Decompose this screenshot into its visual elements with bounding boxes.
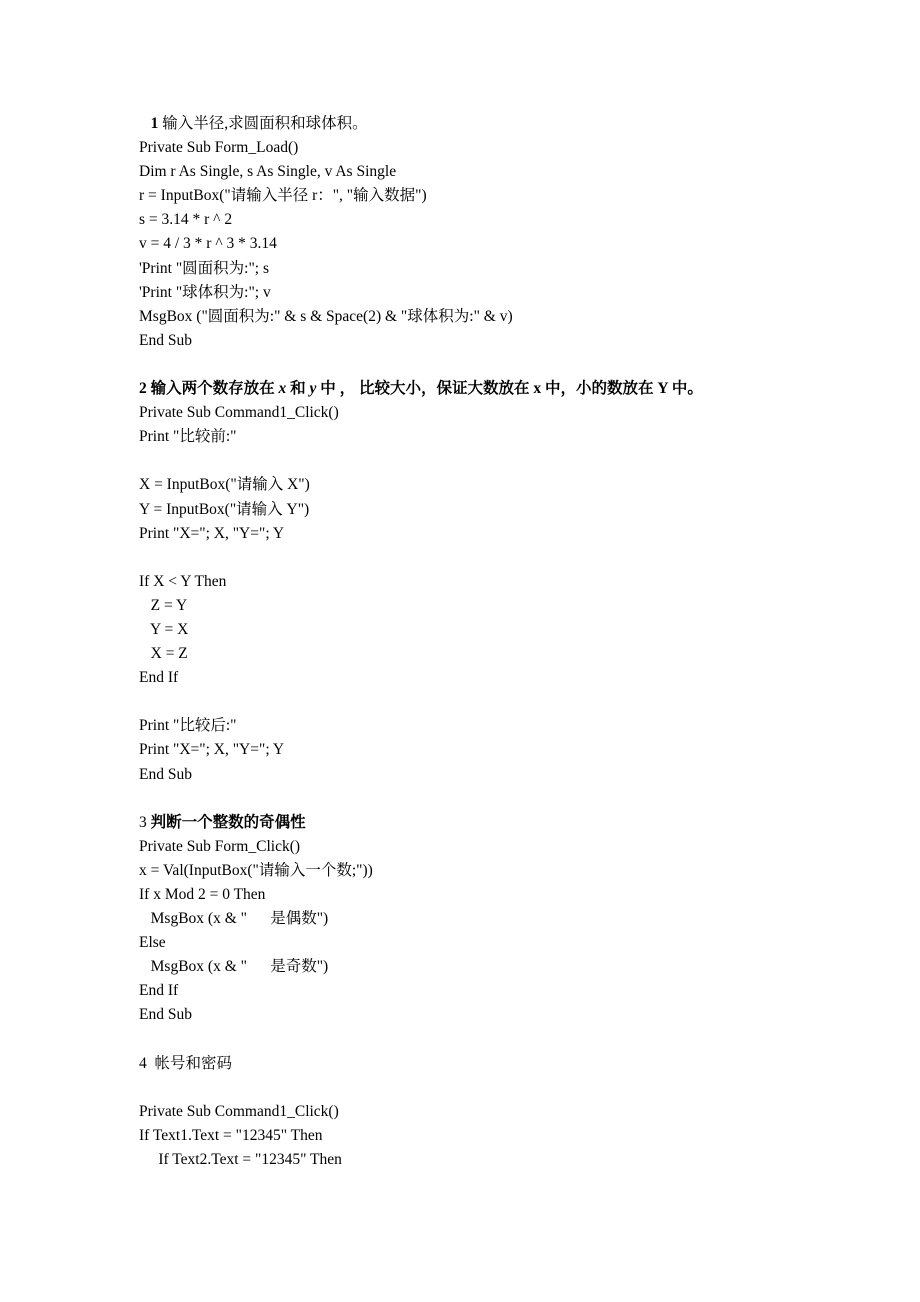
code-line: X = Z bbox=[139, 645, 188, 663]
code-line: r = InputBox("请输入半径 r：", "输入数据") bbox=[139, 187, 427, 205]
code-line: If X < Y Then bbox=[139, 572, 227, 590]
blank-line bbox=[139, 1028, 879, 1052]
code-line: MsgBox ("圆面积为:" & s & Space(2) & "球体积为:" & v) bbox=[139, 307, 513, 325]
code-line: MsgBox (x & " 是奇数") bbox=[139, 958, 329, 976]
code-line: Print "X="; X, "Y="; Y bbox=[139, 741, 285, 759]
code-line: If x Mod 2 = 0 Then bbox=[139, 886, 266, 903]
section-4-heading: 4 帐号和密码 bbox=[139, 1054, 233, 1072]
section-1-heading bbox=[139, 112, 879, 136]
code-line bbox=[139, 690, 879, 714]
code-line: If Text1.Text = "12345" Then bbox=[139, 1126, 323, 1144]
code-line: If Text2.Text = "12345" Then bbox=[139, 1151, 342, 1169]
code-line: Dim r As Single, s As Single, v As Single bbox=[139, 163, 397, 181]
code-line: End Sub bbox=[139, 1006, 192, 1024]
section-2-heading-part: 中 ， 比较大小，保证大数放在 x 中，小的数放在 Y 中。 bbox=[316, 380, 703, 398]
code-line: Private Sub Form_Load() bbox=[139, 139, 299, 157]
code-line: End Sub bbox=[139, 331, 192, 349]
code-line: Print "X="; X, "Y="; Y bbox=[139, 524, 285, 542]
code-line: Print "比较前:" bbox=[139, 428, 237, 446]
section-2-heading-part: 2 输入两个数存放在 bbox=[139, 380, 279, 398]
blank-line bbox=[139, 353, 879, 377]
section-3-heading bbox=[139, 811, 879, 835]
code-line: Y = InputBox("请输入 Y") bbox=[139, 500, 310, 518]
document-body bbox=[139, 112, 879, 1172]
blank-line bbox=[139, 787, 879, 811]
code-line bbox=[139, 1076, 879, 1100]
code-line: s = 3.14 * r ^ 2 bbox=[139, 211, 233, 229]
section-1-number: 1 bbox=[150, 115, 159, 132]
section-3-title: 判断一个整数的奇偶性 bbox=[150, 813, 306, 831]
code-line: v = 4 / 3 * r ^ 3 * 3.14 bbox=[139, 235, 277, 253]
code-line: x = Val(InputBox("请输入一个数;")) bbox=[139, 861, 373, 879]
code-line: End Sub bbox=[139, 765, 192, 783]
section-2-var-x: x bbox=[278, 380, 287, 398]
section-2-heading bbox=[139, 377, 879, 401]
section-2-var-y: y bbox=[309, 380, 317, 398]
code-line: Private Sub Form_Click() bbox=[139, 837, 301, 855]
code-line: End If bbox=[139, 669, 179, 687]
section-3-number: 3 bbox=[139, 813, 151, 831]
code-line: 'Print "圆面积为:"; s bbox=[139, 259, 269, 277]
code-line: MsgBox (x & " 是偶数") bbox=[139, 910, 329, 928]
code-line: Else bbox=[139, 934, 166, 952]
code-line: Private Sub Command1_Click() bbox=[139, 1102, 339, 1120]
code-line bbox=[139, 546, 879, 570]
code-line: Private Sub Command1_Click() bbox=[139, 404, 339, 422]
code-line: 'Print "球体积为:"; v bbox=[139, 283, 271, 301]
code-line: Print "比较后:" bbox=[139, 717, 237, 735]
section-1-title: 输入半径,求圆面积和球体积。 bbox=[158, 115, 368, 132]
code-line bbox=[139, 449, 879, 473]
code-line: X = InputBox("请输入 X") bbox=[139, 476, 310, 494]
code-line: Z = Y bbox=[139, 596, 188, 614]
code-line: End If bbox=[139, 982, 179, 1000]
code-line: Y = X bbox=[139, 620, 189, 638]
section-2-heading-part: 和 bbox=[286, 380, 310, 398]
